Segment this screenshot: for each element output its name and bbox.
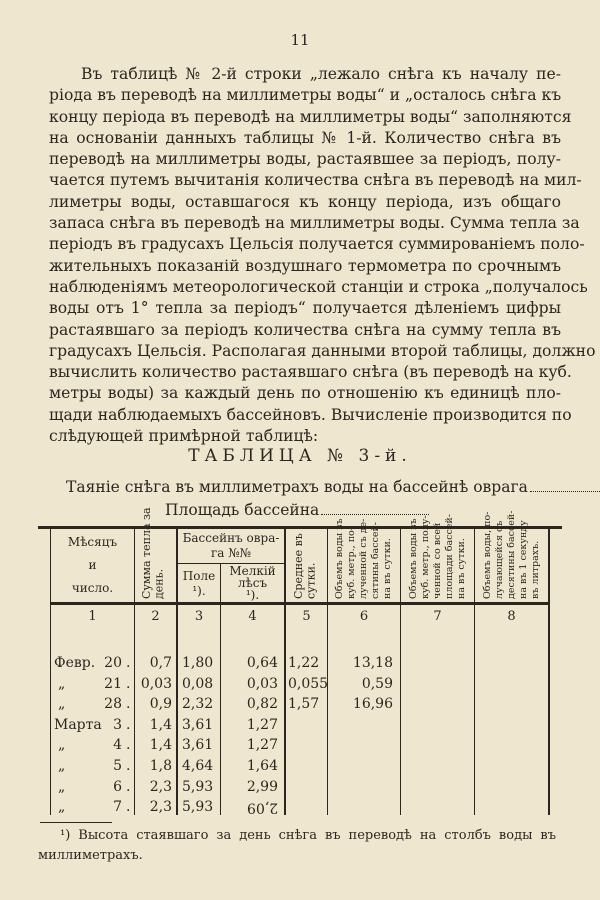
cell-c3: 3,61: [182, 716, 214, 733]
paragraph-line: періодъ въ градусахъ Цельсія получается суммированіемъ поло-: [49, 235, 585, 254]
page-number: 11: [290, 31, 310, 49]
cell-month: „: [58, 675, 66, 692]
column-number: 5: [302, 609, 311, 624]
cell-c2: 2,3: [149, 778, 172, 795]
header-bottom-rule: [50, 602, 550, 605]
leader-dot: .: [126, 737, 131, 754]
dotted-leader: [321, 504, 429, 515]
cell-c3: 5,93: [182, 799, 214, 816]
cell-month: „: [58, 778, 66, 795]
header-liters-per-second: [482, 510, 542, 599]
paragraph-line: воды отъ 1° тепла за періодъ“ получается дѣленіемъ цифры: [49, 299, 561, 318]
footnote-rule: [40, 822, 112, 823]
cell-c6: 13,18: [352, 655, 393, 671]
cell-c2: 1,8: [149, 758, 172, 774]
header-line: куб. метр., по-: [346, 527, 357, 599]
header-line: Объемъ воды, по-: [482, 511, 493, 599]
cell-c6: 0,59: [361, 675, 393, 692]
table-row: [38, 715, 562, 736]
header-heat-sum: [140, 507, 166, 599]
paragraph-line: лиметры воды, оставшагося къ концу періода, изъ общаго: [49, 192, 561, 211]
header-volume-per-desyatina: [334, 518, 394, 599]
column-number: 2: [151, 609, 160, 624]
upside-down-value: 2,09: [246, 799, 278, 816]
header-line: десятины бассей-: [506, 510, 517, 599]
paragraph-line: чается путемъ вычитанія количества снѣга въ переводѣ на мил-: [49, 171, 582, 190]
header-line: Мелкій: [229, 564, 276, 578]
cell-c4: 1,27: [246, 716, 278, 733]
leader-dot: .: [126, 655, 131, 671]
cell-day: 3: [113, 716, 122, 733]
header-line: ченной со всей: [432, 522, 443, 599]
cell-day: 28: [104, 696, 122, 713]
header-line: на въ 1 секунду: [518, 520, 529, 599]
header-line: Среднее въ: [292, 533, 305, 599]
cell-month: „: [58, 758, 66, 774]
cell-c2: 0,7: [149, 655, 172, 671]
paragraph-line: жительныхъ показаній воздушнаго термометра по срочнымъ: [49, 256, 561, 275]
paragraph-line: Въ таблицѣ № 2-й строки „лежало снѣга къ началу пе-: [81, 65, 561, 83]
cell-c3: 3,61: [182, 737, 214, 754]
cell-c2: 0,9: [149, 696, 172, 713]
leader-dot: .: [126, 799, 131, 816]
header-line: день.: [152, 568, 166, 599]
header-line: число.: [71, 581, 114, 595]
cell-c2: 1,4: [149, 716, 172, 733]
paragraph-line: щади наблюдаемыхъ бассейновъ. Вычисленіе производится по: [49, 405, 572, 424]
cell-c3: 5,93: [182, 778, 214, 795]
cell-c4: 1,27: [246, 737, 278, 754]
header-line: сутки.: [304, 562, 318, 599]
cell-c4: 0,82: [246, 696, 278, 713]
table-row: [38, 694, 562, 715]
cell-c3: 4,64: [182, 758, 214, 774]
cell-day: 6: [113, 778, 122, 795]
header-line: Объемъ воды въ: [334, 518, 345, 599]
header-daily-average: [293, 533, 318, 599]
cell-day: 7: [113, 799, 122, 816]
header-line: лучающейся съ: [494, 520, 505, 599]
cell-c5: 1,22: [288, 655, 320, 671]
leader-dot: .: [126, 716, 131, 733]
paragraph-line: градусахъ Цельсія. Располагая данными второй таблицы, должно: [49, 341, 596, 360]
paragraph-line: на основаніи данныхъ таблицы № 1-й. Количество снѣга въ: [49, 128, 561, 147]
header-line: куб. метр., полу-: [420, 515, 431, 599]
cell-c2: 2,3: [149, 799, 172, 816]
table-row: [38, 653, 562, 674]
subtitle-text: Площадь бассейна: [165, 501, 320, 519]
subtitle-text: Таяніе снѣга въ миллиметрахъ воды на бассейнѣ оврага: [66, 478, 528, 496]
column-number: 3: [194, 609, 204, 624]
paragraph-line: переводѣ на миллиметры воды, растаявшее за періодъ, полу-: [49, 150, 561, 169]
header-line: ¹).: [192, 584, 206, 598]
paragraph-line: ріода въ переводѣ на миллиметры воды“ и „осталось снѣга къ: [49, 86, 562, 105]
paragraph-line: концу періода въ переводѣ на миллиметры воды“ заполняются: [49, 107, 572, 126]
cell-day: 4: [113, 737, 122, 754]
header-month-day: [51, 531, 134, 600]
cell-c5: 0,055: [288, 675, 329, 692]
column-number: 6: [359, 609, 369, 624]
cell-c4: 1,64: [246, 758, 278, 774]
header-line: Объемъ воды въ: [408, 518, 419, 599]
header-line: на въ сутки.: [456, 538, 467, 599]
table-row: [38, 777, 562, 798]
header-line: площади бассей-: [444, 514, 455, 599]
header-line: ¹).: [245, 588, 260, 602]
cell-day: 5: [113, 758, 122, 774]
column-number: 1: [88, 609, 97, 624]
cell-c2: 1,4: [149, 737, 172, 754]
header-line: га №№: [211, 546, 251, 560]
body-paragraph: [49, 64, 596, 447]
table-row: [38, 735, 562, 756]
footnote-line: миллиметрахъ.: [38, 848, 143, 863]
cell-c3: 2,32: [182, 696, 214, 713]
header-basin-group: [178, 531, 284, 561]
footnote-line: ¹) Высота стаявшаго за день снѣга въ переводѣ на столбъ воды въ: [60, 828, 556, 843]
table-subtitle-area: [165, 501, 429, 519]
column-number: 7: [433, 609, 442, 624]
column-number: 4: [248, 609, 257, 624]
leader-dot: .: [126, 675, 131, 692]
paragraph-line: запаса снѣга въ переводѣ на миллиметры воды. Сумма тепла за: [49, 214, 580, 233]
footnote: [38, 826, 556, 866]
header-line: на въ сутки.: [382, 538, 393, 599]
cell-month: „: [58, 737, 66, 754]
cell-c2: 0,03: [140, 675, 172, 692]
dotted-leader: [530, 481, 600, 492]
cell-month: Февр.: [54, 655, 96, 671]
cell-c4: 0,64: [246, 655, 278, 671]
table-row: [38, 674, 562, 695]
table-row: [38, 756, 562, 777]
header-small-forest: [221, 565, 284, 601]
leader-dot: .: [126, 778, 131, 795]
cell-c3: 1,80: [182, 655, 214, 671]
cell-c4: 0,03: [246, 675, 278, 692]
leader-dot: .: [126, 758, 131, 774]
cell-c4: [222, 797, 278, 818]
header-volume-total: [408, 514, 468, 599]
cell-day: 20: [104, 655, 122, 671]
table-title: ТАБЛИЦА № 3-й.: [188, 446, 412, 466]
header-line: въ литрахъ.: [530, 540, 541, 599]
header-line: лученной съ де-: [358, 518, 369, 599]
header-line: Мѣсяцъ: [67, 535, 118, 549]
cell-c6: 16,96: [352, 696, 393, 713]
header-line: сятины бассей-: [370, 521, 381, 599]
paragraph-line: наблюденіямъ метеорологической станціи и строка „получалось: [49, 277, 588, 296]
header-line: Поле: [182, 569, 216, 583]
cell-c5: 1,57: [288, 696, 320, 713]
cell-month: „: [58, 799, 66, 816]
header-line: Сумма тепла за: [140, 507, 153, 599]
cell-month: „: [58, 696, 66, 713]
cell-c4: 2,99: [246, 778, 278, 795]
cell-day: 21: [104, 675, 122, 692]
table-row: [38, 797, 562, 818]
paragraph-line: растаявшаго за періодъ количества снѣга на сумму тепла въ: [49, 320, 561, 339]
table-subtitle-basin: [66, 478, 600, 496]
leader-dot: .: [126, 696, 131, 713]
header-line: Бассейнъ овра-: [182, 531, 280, 545]
paragraph-line: метры воды) за каждый день по отношенію къ единицѣ пло-: [49, 384, 561, 403]
cell-month: Марта: [54, 716, 102, 733]
column-number: 8: [507, 609, 516, 624]
paragraph-line: вычислить количество растаявшаго снѣга (въ переводѣ на куб.: [49, 363, 572, 382]
header-field: [178, 569, 220, 599]
cell-c3: 0,08: [182, 675, 214, 692]
header-line: и: [88, 558, 97, 572]
header-line: лѣсъ: [237, 576, 268, 590]
paragraph-line: слѣдующей примѣрной таблицѣ:: [49, 427, 319, 446]
